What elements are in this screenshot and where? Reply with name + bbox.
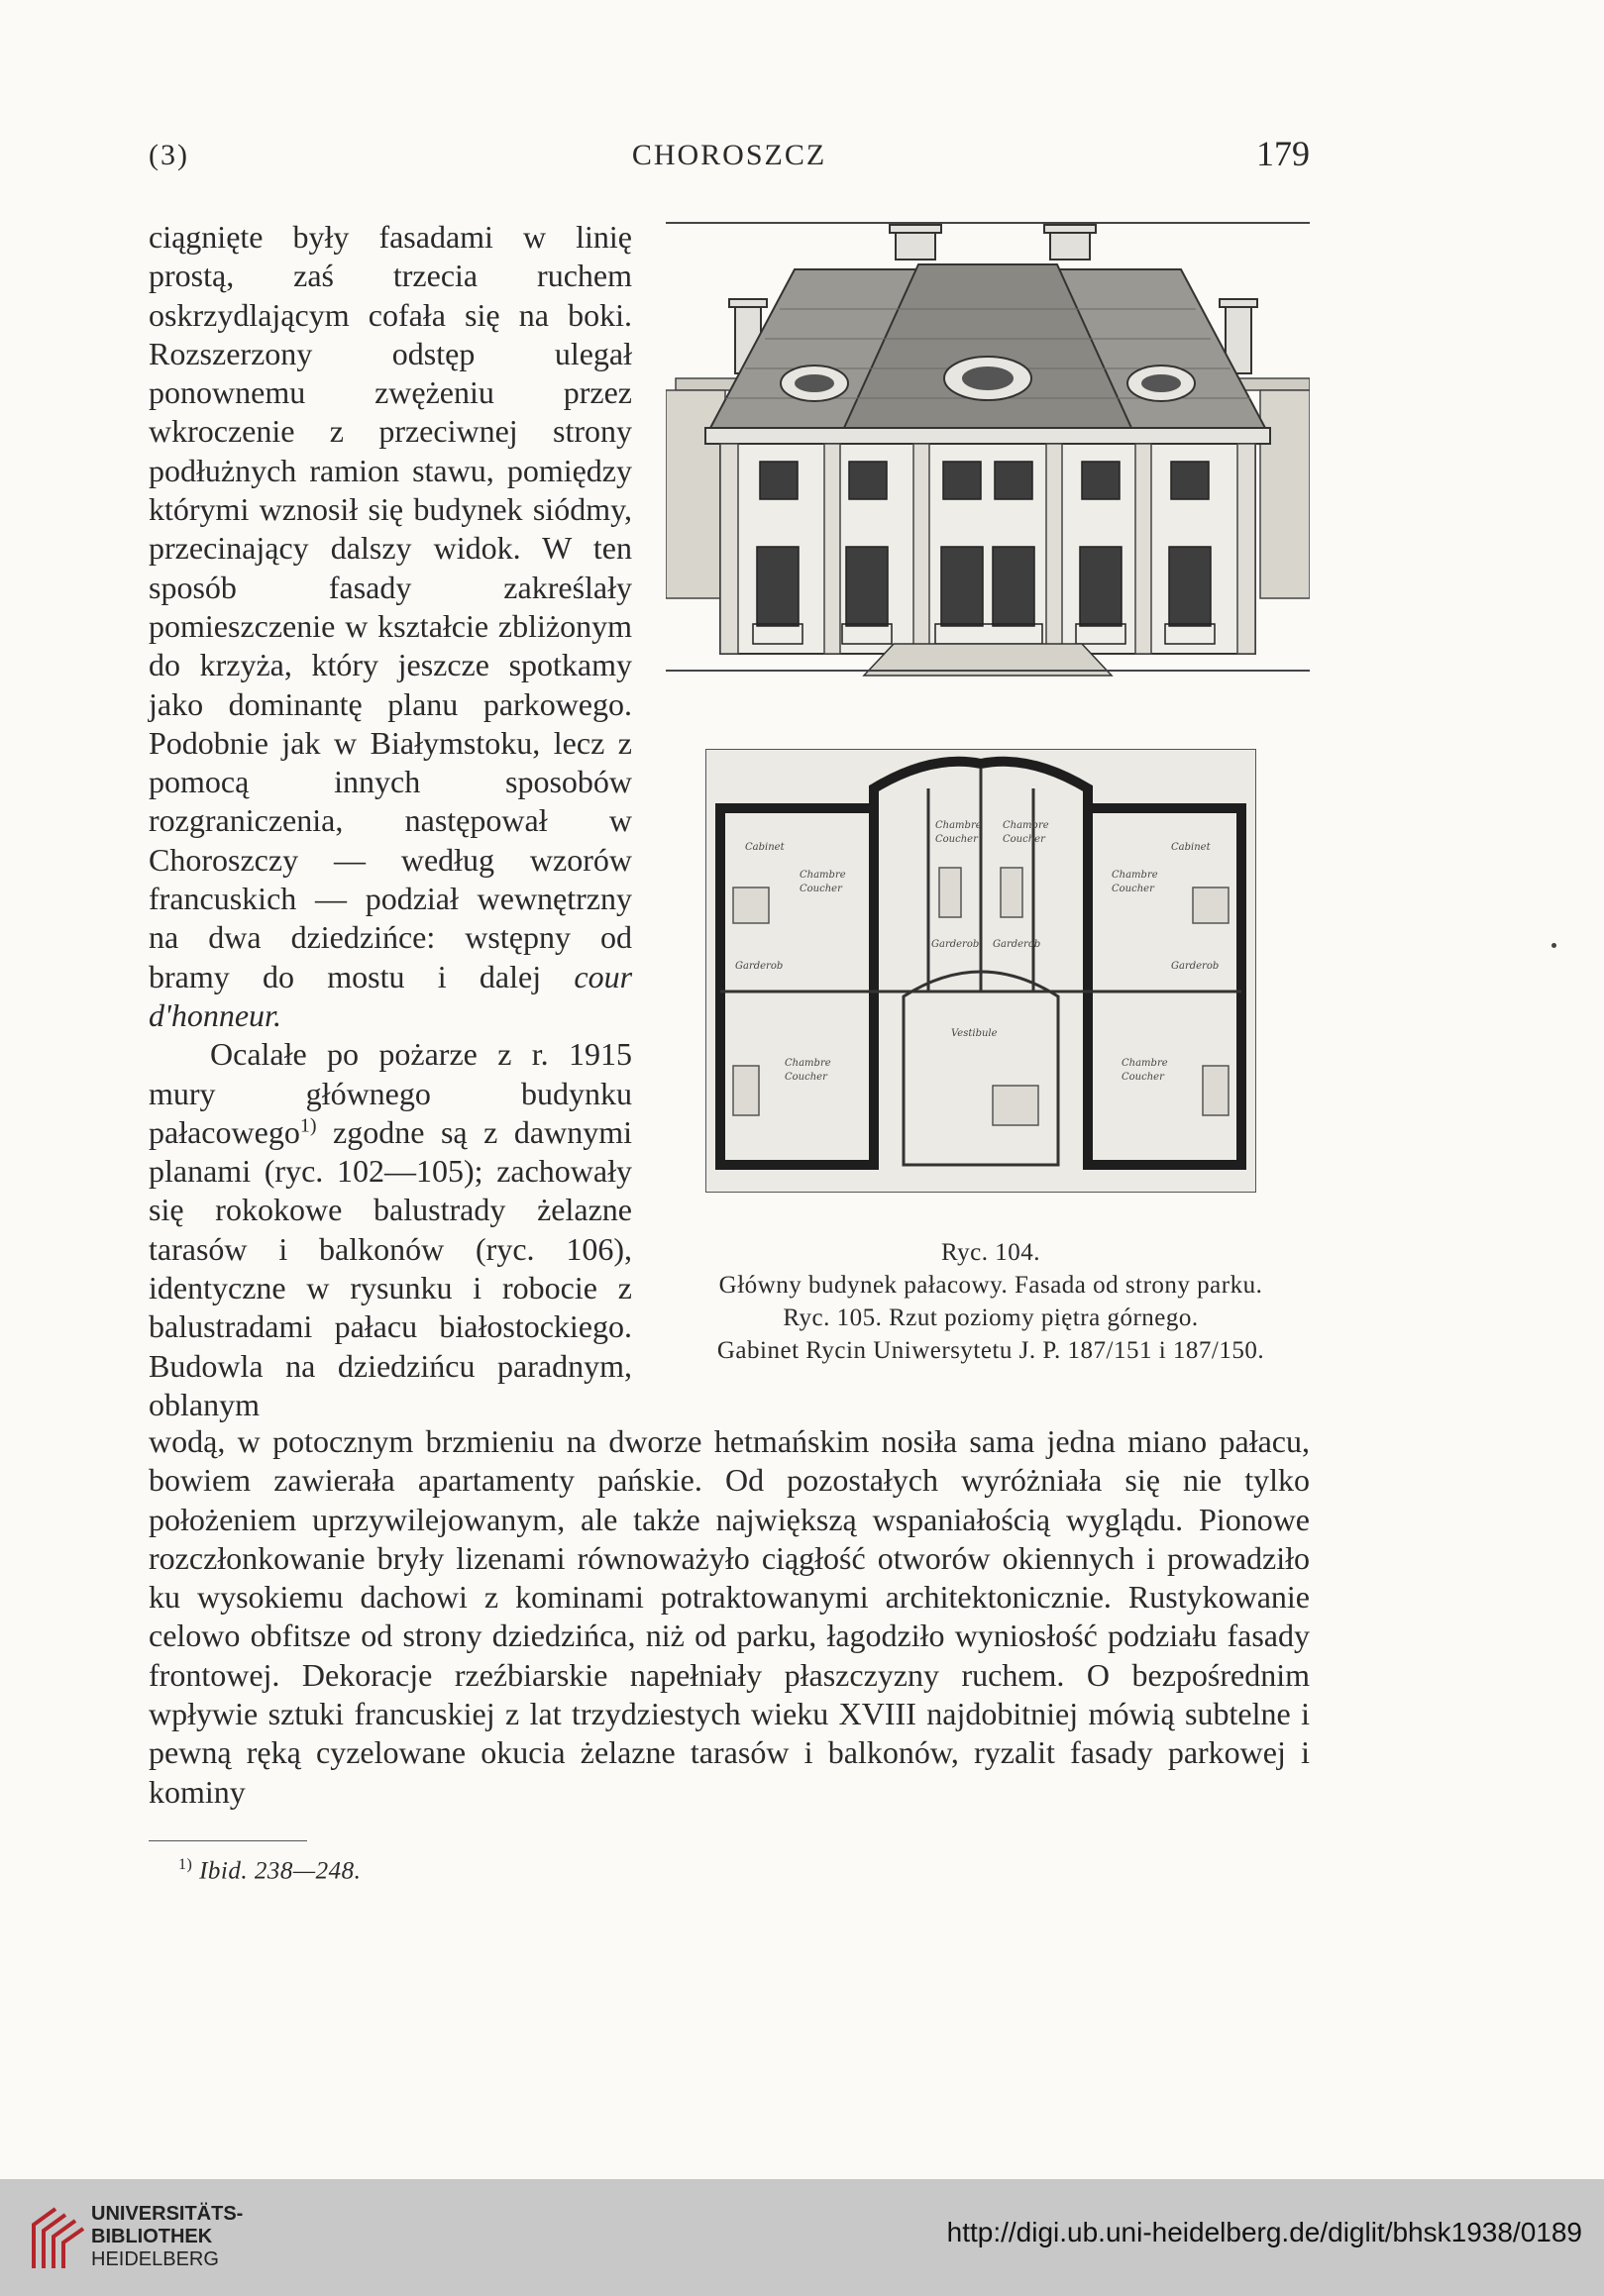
plan-label: Chambre xyxy=(785,1058,831,1069)
running-title: CHOROSZCZ xyxy=(631,139,827,171)
caption-line-2: Główny budynek pałacowy. Fasada od strony parku. xyxy=(718,1272,1263,1299)
plan-label: Cabinet xyxy=(745,842,785,853)
library-name: UNIVERSITÄTS- BIBLIOTHEK HEIDELBERG xyxy=(91,2203,244,2270)
plan-label: Coucher xyxy=(1112,884,1154,894)
paragraph-2: Ocalałe po pożarze z r. 1915 mury głównego budynku pałacowego$^{1)}$ zgodne są z dawnymi planami (ryc. 102—105); zachowały się rokokowe balustrady żelazne tarasów i balkonów (ryc. 106), identyczne w rysunku i robocie z balustradami pałacu białostockiego. Budowla na dziedzińcu paradnym, oblanym xyxy=(149,1036,633,1422)
facade-engraving-figure xyxy=(666,220,1310,683)
plan-label: Garderob xyxy=(735,961,784,972)
italic-phrase: cour d'honneur. xyxy=(149,958,633,1033)
footnote-marker: 1) xyxy=(178,1856,193,1873)
digitization-footer xyxy=(0,2179,1604,2296)
plan-label: Coucher xyxy=(785,1072,827,1083)
paragraph-1: ciągnięte były fasadami w linię prostą, zaś trzecia ruchem oskrzydlającym cofała się na boki. Rozszerzony odstęp ulegał ponownemu zwężeniu przez wkroczenie z przeciwnej strony podłużnych ramion stawu, pomiędzy którymi wznosił się budynek siódmy, przecinający dalszy widok. W ten sposób fasady zakreślały pomieszczenie w kształcie zbliżonym do krzyża, który jeszcze spotkamy jako dominantę planu parkowego. Podobnie jak w Białymstoku, lecz z pomocą innych sposobów rozgraniczenia, następował w Choroszczy — według wzorów francuskich — podział wewnętrzny na dwa dziedzińce: wstępny od bramy do mostu i dalej cour d'honneur. xyxy=(149,219,633,1033)
floor-plan-drawing xyxy=(705,749,1256,1193)
plan-label: Coucher xyxy=(800,884,842,894)
plan-label: Chambre xyxy=(935,820,982,831)
figure-caption xyxy=(654,1236,1328,1367)
plan-label: Garderob xyxy=(931,939,980,950)
caption-line-4: Gabinet Rycin Uniwersytetu J. P. 187/151 i 187/150. xyxy=(716,1337,1265,1364)
section-number: (3) xyxy=(149,139,189,171)
plan-label: Coucher xyxy=(935,834,978,845)
footnote xyxy=(178,1856,361,1885)
running-head xyxy=(149,134,1310,178)
plan-label: Chambre xyxy=(1122,1058,1168,1069)
plan-label: Coucher xyxy=(1003,834,1045,845)
plan-label: Cabinet xyxy=(1171,842,1211,853)
plan-label: Chambre xyxy=(800,870,846,881)
plan-label: Vestibule xyxy=(951,1028,998,1039)
plan-label: Garderob xyxy=(993,939,1041,950)
paragraph-3: wodą, w potocznym brzmieniu na dworze hetmańskim nosiła sama jedna miano pałacu, bowiem zawierała apartamenty pańskie. Od pozostałych wyróżniała się nie tylko położeniem uprzywilejowanym, ale także największą wspaniałością wyglądu. Pionowe rozczłonkowanie bryły lizenami równoważyło ciągłość otworów okiennych i prowadziło ku wysokiemu dachowi z kominami potraktowanymi architektonicznie. Rustykowanie celowo obfitsze od strony dziedzińca, niż od parku, łagodziło wyniosłość podziału fasady frontowej. Dekoracje rzeźbiarskie napełniały płaszczyzny ruchem. O bezpośrednim wpływie sztuki francuskiej z lat trzydziestych wieku XVIII najdobitniej mówią subtelne i pewną ręką cyzelowane okucia żelazne tarasów i balkonów, ryzalit fasady parkowej i kominy xyxy=(149,1423,1310,1810)
plan-label: Garderob xyxy=(1171,961,1220,972)
full-width-body-text xyxy=(149,1422,1310,1812)
page-number: 179 xyxy=(1256,134,1310,173)
footnote-separator xyxy=(149,1840,307,1841)
plan-label: Chambre xyxy=(1112,870,1158,881)
caption-line-3: Ryc. 105. Rzut poziomy piętra górnego. xyxy=(783,1305,1199,1331)
margin-speck xyxy=(1551,943,1556,948)
column-body-text xyxy=(149,218,632,1424)
permalink-url[interactable]: http://digi.ub.uni-heidelberg.de/diglit/bhsk1938/0189 xyxy=(946,2217,1582,2247)
footnote-text: Ibid. 238—248. xyxy=(199,1857,362,1885)
plan-label: Chambre xyxy=(1003,820,1049,831)
plan-label: Coucher xyxy=(1122,1072,1164,1083)
footnote-reference: 1) xyxy=(299,1114,317,1137)
caption-line-1: Ryc. 104. xyxy=(940,1239,1041,1266)
library-logo-icon xyxy=(26,2197,89,2276)
